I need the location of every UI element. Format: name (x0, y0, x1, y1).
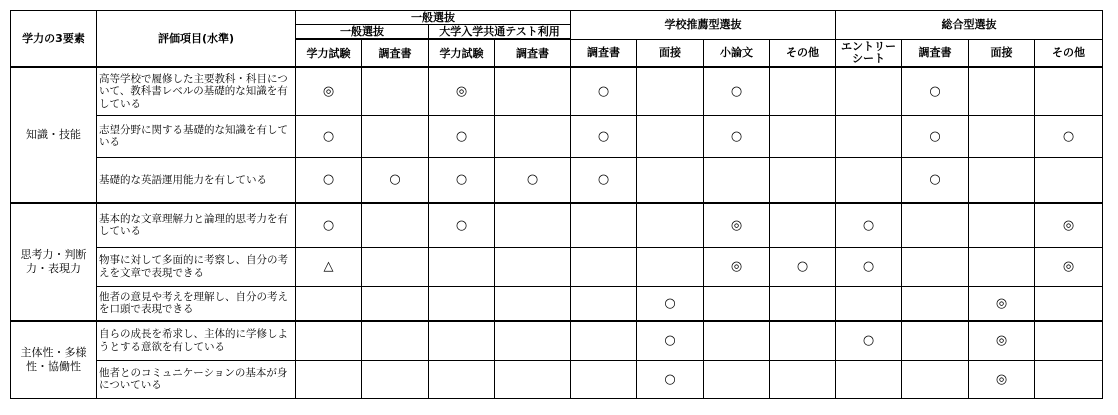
mark-cell (495, 67, 571, 115)
mark-cell (836, 360, 902, 398)
mark-cell: ◎ (1035, 247, 1103, 286)
mark-cell (495, 321, 571, 360)
col-header: 学力試験 (296, 39, 362, 67)
mark-cell (637, 247, 704, 286)
mark-cell (1035, 360, 1103, 398)
mark-cell: ◎ (1035, 203, 1103, 247)
mark-cell: ○ (836, 203, 902, 247)
mark-cell (836, 67, 902, 115)
col-header: 調査書 (495, 39, 571, 67)
col-header: その他 (1035, 39, 1103, 67)
mark-cell (429, 360, 495, 398)
mark-cell (637, 203, 704, 247)
mark-cell (362, 286, 429, 321)
mark-cell (836, 157, 902, 203)
mark-cell: ○ (704, 115, 770, 157)
item-cell: 物事に対して多面的に考察し、自分の考えを文章で表現できる (97, 247, 296, 286)
mark-cell (902, 203, 969, 247)
col-header: 面接 (969, 39, 1035, 67)
mark-cell (362, 67, 429, 115)
mark-cell: ○ (637, 360, 704, 398)
mark-cell: ◎ (704, 247, 770, 286)
mark-cell (296, 321, 362, 360)
item-cell: 高等学校で履修した主要教科・科目について、教科書レベルの基礎的な知識を有している (97, 67, 296, 115)
item-column-header: 評価項目(水準) (97, 11, 296, 68)
mark-cell: ○ (571, 115, 637, 157)
table-row (11, 203, 1103, 247)
mark-cell (571, 360, 637, 398)
mark-cell: ○ (429, 115, 495, 157)
mark-cell (296, 286, 362, 321)
mark-cell (571, 286, 637, 321)
mark-cell (362, 203, 429, 247)
mark-cell (429, 321, 495, 360)
mark-cell (969, 203, 1035, 247)
col-header: 面接 (637, 39, 704, 67)
table-body (11, 67, 1103, 398)
mark-cell: ○ (571, 67, 637, 115)
mark-cell: ○ (902, 67, 969, 115)
mark-cell: ○ (637, 286, 704, 321)
mark-cell (902, 321, 969, 360)
mark-cell (362, 115, 429, 157)
mark-cell (969, 157, 1035, 203)
col-header: 調査書 (902, 39, 969, 67)
mark-cell: ○ (836, 321, 902, 360)
table-row (11, 360, 1103, 398)
mark-cell (637, 67, 704, 115)
school-recommendation-header: 学校推薦型選抜 (571, 11, 836, 40)
mark-cell (704, 321, 770, 360)
mark-cell: ◎ (429, 67, 495, 115)
element-column-header: 学力の3要素 (11, 11, 97, 68)
item-cell: 他者とのコミュニケーションの基本が身についている (97, 360, 296, 398)
mark-cell (571, 321, 637, 360)
table-row (11, 115, 1103, 157)
common-test-sub-header: 大学入学共通テスト利用 (429, 25, 571, 40)
mark-cell: ○ (429, 157, 495, 203)
mark-cell (495, 115, 571, 157)
mark-cell: ◎ (969, 360, 1035, 398)
col-header: 学力試験 (429, 39, 495, 67)
mark-cell (1035, 286, 1103, 321)
comprehensive-selection-header: 総合型選抜 (836, 11, 1103, 40)
col-header: その他 (770, 39, 836, 67)
mark-cell: ○ (362, 157, 429, 203)
mark-cell (495, 360, 571, 398)
mark-cell: ○ (770, 247, 836, 286)
evaluation-table-container (10, 10, 1103, 399)
mark-cell: ○ (1035, 115, 1103, 157)
mark-cell (770, 67, 836, 115)
mark-cell (429, 247, 495, 286)
mark-cell (902, 247, 969, 286)
table-row (11, 321, 1103, 360)
mark-cell (704, 157, 770, 203)
mark-cell (902, 360, 969, 398)
mark-cell (296, 360, 362, 398)
mark-cell (969, 115, 1035, 157)
general-sub-header: 一般選抜 (296, 25, 429, 40)
col-header: エントリー シート (836, 39, 902, 67)
table-row (11, 247, 1103, 286)
mark-cell (969, 247, 1035, 286)
mark-cell: ◎ (296, 67, 362, 115)
item-cell: 自らの成長を希求し、主体的に学修しようとする意欲を有している (97, 321, 296, 360)
mark-cell (704, 286, 770, 321)
mark-cell: ○ (902, 157, 969, 203)
mark-cell (704, 360, 770, 398)
mark-cell (770, 360, 836, 398)
mark-cell: ◎ (969, 321, 1035, 360)
mark-cell: ○ (836, 247, 902, 286)
mark-cell (362, 321, 429, 360)
mark-cell (571, 203, 637, 247)
evaluation-table (10, 10, 1103, 399)
mark-cell (495, 286, 571, 321)
mark-cell (429, 286, 495, 321)
mark-cell (1035, 157, 1103, 203)
col-header: 調査書 (571, 39, 637, 67)
mark-cell (1035, 321, 1103, 360)
mark-cell (770, 115, 836, 157)
mark-cell (495, 247, 571, 286)
mark-cell: ○ (637, 321, 704, 360)
mark-cell (836, 115, 902, 157)
mark-cell: ○ (296, 115, 362, 157)
mark-cell: ◎ (704, 203, 770, 247)
header-row-1 (11, 11, 1103, 25)
mark-cell (571, 247, 637, 286)
mark-cell: ○ (571, 157, 637, 203)
mark-cell (770, 321, 836, 360)
element-cell: 思考力・判断 力・表現力 (11, 203, 97, 321)
mark-cell (637, 115, 704, 157)
item-cell: 志望分野に関する基礎的な知識を有している (97, 115, 296, 157)
mark-cell: ○ (429, 203, 495, 247)
mark-cell (362, 360, 429, 398)
mark-cell (770, 157, 836, 203)
mark-cell (770, 286, 836, 321)
table-row (11, 157, 1103, 203)
general-selection-header: 一般選抜 (296, 11, 571, 25)
mark-cell (637, 157, 704, 203)
mark-cell (1035, 67, 1103, 115)
col-header: 小論文 (704, 39, 770, 67)
table-row (11, 286, 1103, 321)
mark-cell: ○ (704, 67, 770, 115)
mark-cell (770, 203, 836, 247)
mark-cell (836, 286, 902, 321)
element-cell: 知識・技能 (11, 67, 97, 203)
mark-cell: △ (296, 247, 362, 286)
mark-cell (969, 67, 1035, 115)
item-cell: 基本的な文章理解力と論理的思考力を有している (97, 203, 296, 247)
table-row (11, 67, 1103, 115)
mark-cell: ○ (495, 157, 571, 203)
item-cell: 他者の意見や考えを理解し、自分の考えを口頭で表現できる (97, 286, 296, 321)
element-cell: 主体性・多様 性・協働性 (11, 321, 97, 398)
col-header: 調査書 (362, 39, 429, 67)
item-cell: 基礎的な英語運用能力を有している (97, 157, 296, 203)
mark-cell: ○ (296, 157, 362, 203)
mark-cell (495, 203, 571, 247)
mark-cell (362, 247, 429, 286)
mark-cell: ○ (902, 115, 969, 157)
mark-cell (902, 286, 969, 321)
mark-cell: ◎ (969, 286, 1035, 321)
mark-cell: ○ (296, 203, 362, 247)
